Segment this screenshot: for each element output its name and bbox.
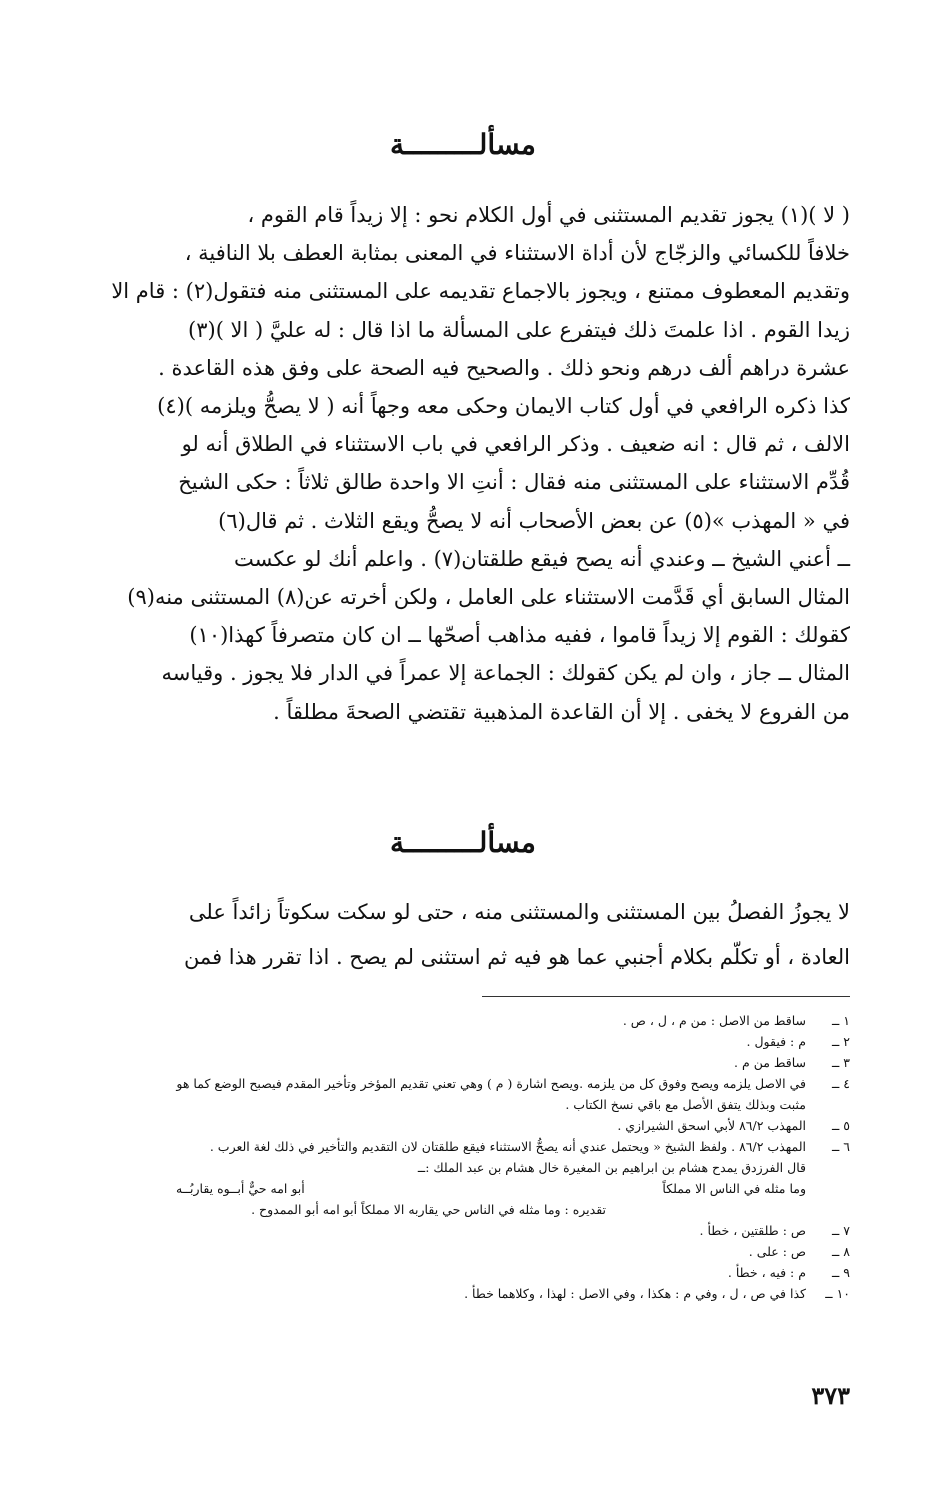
footnote-text-line: قال الفرزدق يمدح هشام بن ابراهيم بن المغيرة خال هشام بن عبد الملك :ــ — [417, 1160, 806, 1175]
section-2-body — [76, 890, 850, 980]
footnote-number: ١ ــ — [831, 1013, 850, 1028]
footnote-number: ٩ ــ — [831, 1265, 850, 1280]
section-heading-2: مسألـــــــــة — [390, 826, 536, 859]
footnote — [76, 1073, 850, 1115]
text-line: كقولك : القوم إلا زيداً قاموا ، ففيه مذاهب أصحّها ــ ان كان متصرفاً كهذا(١٠) — [189, 623, 850, 648]
footnote — [76, 1031, 850, 1052]
footnote — [76, 1115, 850, 1136]
footnote-number: ٦ ــ — [831, 1139, 850, 1154]
footnote-text: ساقط من م . — [734, 1055, 806, 1070]
text-line: في « المهذب »(٥) عن بعض الأصحاب أنه لا يصحُّ ويقع الثلاث . ثم قال(٦) — [218, 508, 850, 533]
footnote-text: ص : على . — [748, 1244, 806, 1259]
footnote-text-line: مثبت وبذلك يتفق الأصل مع باقي نسخ الكتاب . — [565, 1097, 806, 1112]
text-line: من الفروع لا يخفى . إلا أن القاعدة المذهبية تقتضي الصحةَ مطلقاً . — [273, 699, 850, 724]
footnote-text — [76, 1136, 806, 1178]
footnote-text: م : فيقول . — [746, 1034, 806, 1049]
footnote — [76, 1136, 850, 1178]
verse-first-hemistich: وما مثله في الناس الا مملكاً — [662, 1181, 806, 1196]
footnote-number: ١٠ ــ — [825, 1286, 850, 1301]
footnote-number: ٣ ــ — [831, 1055, 850, 1070]
footnote — [76, 1052, 850, 1073]
text-line: عشرة دراهم ألف درهم ونحو ذلك . والصحيح فيه الصحة على وفق هذه القاعدة . — [158, 355, 850, 380]
footnote-text — [76, 1073, 806, 1115]
section-1-body — [76, 196, 850, 731]
text-line: ــ أعني الشيخ ــ وعندي أنه يصح فيقع طلقتان(٧) . واعلم أنك لو عكست — [234, 546, 850, 571]
footnote-text-line: في الاصل يلزمه ويصح وفوق كل من يلزمه .ويصح اشارة ( م ) وهي تعني تقديم المؤخر وتأخير المقدم فيصبح الوضع كما هو — [176, 1076, 806, 1091]
text-line: قُدِّم الاستثناء على المستثنى منه فقال : أنتِ الا واحدة طالق ثلاثاً : حكى الشيخ — [178, 470, 850, 495]
text-line: المثال ــ جاز ، وان لم يكن كقولك : الجماعة إلا عمراً في الدار فلا يجوز . وقياسه — [161, 661, 850, 686]
text-line: الالف ، ثم قال : انه ضعيف . وذكر الرافعي في باب الاستثناء في الطلاق أنه لو — [181, 432, 850, 457]
footnote-text: المهذب ٨٦/٢ لأبي اسحق الشيرازي . — [617, 1118, 806, 1133]
section-heading-1: مسألـــــــــة — [390, 128, 536, 161]
footnote — [76, 1010, 850, 1031]
document-page — [76, 0, 850, 1492]
verse-explanation: تقديره : وما مثله في الناس حي يقاربه الا مملكاً أبو امه أبو الممدوح . — [251, 1202, 606, 1217]
footnote — [76, 1262, 850, 1283]
footnote — [76, 1220, 850, 1241]
verse-second-hemistich: أبو امه حيٌّ أبــوه يقاربُــه — [176, 1181, 305, 1196]
footnote-text: ساقط من الاصل : من م ، ل ، ص . — [622, 1013, 806, 1028]
text-line: كذا ذكره الرافعي في أول كتاب الايمان وحكى معه وجهاً أنه ( لا يصحُّ ويلزمه )(٤) — [157, 394, 850, 419]
footnote-text: م : فيه ، خطأ . — [727, 1265, 806, 1280]
text-line: لا يجوزُ الفصلُ بين المستثنى والمستثنى منه ، حتى لو سكت سكوتاً زائداً على — [188, 900, 850, 924]
footnote-number: ٢ ــ — [831, 1034, 850, 1049]
footnote-number: ٥ ــ — [831, 1118, 850, 1133]
text-line: العادة ، أو تكلّم بكلام أجنبي عما هو فيه ثم استثنى لم يصح . اذا تقرر هذا فمن — [183, 945, 850, 969]
footnote-text: ص : طلقتين ، خطأ . — [699, 1223, 806, 1238]
text-line: ( لا )(١) يجوز تقديم المستثنى في أول الكلام نحو : إلا زيداً قام القوم ، — [247, 203, 850, 227]
text-line: خلافاً للكسائي والزجّاج لأن أداة الاستثناء في المعنى بمثابة العطف بلا النافية ، — [184, 241, 850, 266]
footnote-number: ٤ ــ — [831, 1076, 850, 1091]
footnote — [76, 1241, 850, 1262]
footnote-text-line: المهذب ٨٦/٢ . ولفظ الشيخ « ويحتمل عندي أنه يصحُّ الاستثناء فيقع طلقتان لان التقديم والتأخير في ذلك لغة العرب . — [209, 1139, 806, 1154]
text-line: المثال السابق أي قَدَّمت الاستثناء على العامل ، ولكن أخرته عن(٨) المستثنى منه(٩) — [127, 585, 850, 610]
poetry-verse — [76, 1178, 850, 1199]
footnote-text: كذا في ص ، ل ، وفي م : هكذا ، وفي الاصل : لهذا ، وكلاهما خطأ . — [464, 1286, 806, 1301]
footnote — [76, 1283, 850, 1304]
verse-explanation-row — [76, 1199, 850, 1220]
footnote-number: ٧ ــ — [831, 1223, 850, 1238]
footnote-number: ٨ ــ — [831, 1244, 850, 1259]
page-number: ٣٧٣ — [811, 1381, 850, 1410]
footnote-divider — [482, 996, 850, 997]
text-line: وتقديم المعطوف ممتنع ، ويجوز بالاجماع تقديمه على المستثنى منه فتقول(٢) : قام الا — [111, 279, 850, 304]
footnotes — [76, 1010, 850, 1304]
text-line: زيدا القوم . اذا علمتَ ذلك فيتفرع على المسألة ما اذا قال : له عليَّ ( الا )(٣) — [188, 317, 850, 342]
